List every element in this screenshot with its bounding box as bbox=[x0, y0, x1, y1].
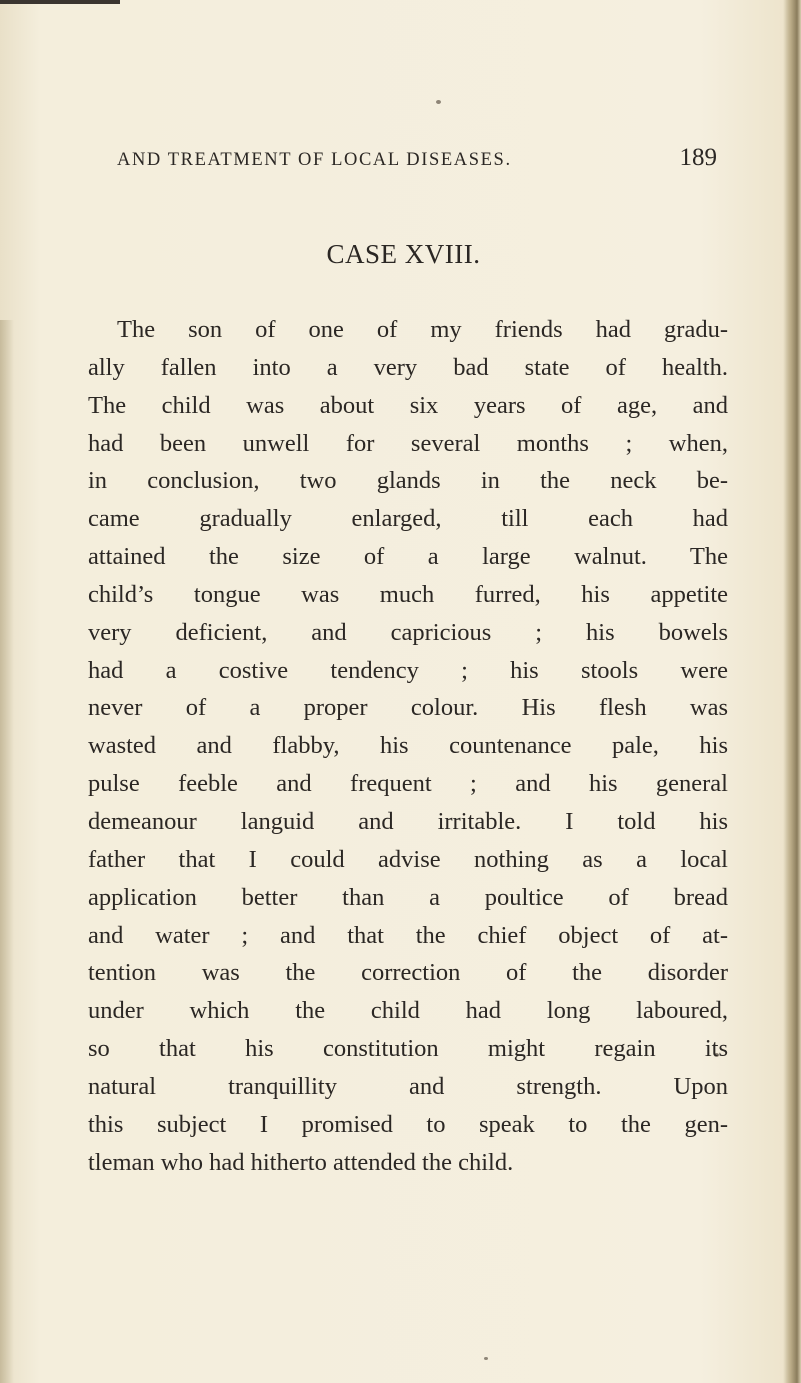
top-edge-rule bbox=[0, 0, 120, 4]
page-binding-edge bbox=[783, 0, 801, 1383]
paragraph-line: The son of one of my friends had gradu- bbox=[117, 316, 728, 343]
page-gutter-shadow bbox=[0, 320, 14, 1383]
paragraph-line: pulse feeble and frequent ; and his general bbox=[88, 770, 728, 798]
paragraph-line: tention was the correction of the disorder bbox=[88, 959, 728, 987]
paragraph-line: under which the child had long laboured, bbox=[88, 997, 728, 1025]
paragraph-line: came gradually enlarged, till each had bbox=[88, 505, 728, 533]
paragraph-line: very deficient, and capricious ; his bowels bbox=[88, 618, 728, 646]
paragraph-line: demeanour languid and irritable. I told his bbox=[88, 807, 728, 835]
page-number: 189 bbox=[679, 144, 717, 171]
paragraph-line: natural tranquillity and strength. Upon bbox=[88, 1072, 728, 1100]
ink-speck bbox=[436, 100, 441, 104]
paragraph-line: in conclusion, two glands in the neck be- bbox=[88, 467, 728, 495]
paragraph-line: had a costive tendency ; his stools were bbox=[88, 656, 728, 684]
paragraph-line: never of a proper colour. His flesh was bbox=[88, 694, 728, 722]
paragraph-line: this subject I promised to speak to the gen- bbox=[88, 1110, 728, 1138]
paragraph-line: wasted and flabby, his countenance pale, his bbox=[88, 732, 728, 760]
paragraph-line: child’s tongue was much furred, his appetite bbox=[88, 580, 728, 608]
paragraph-line: father that I could advise nothing as a local bbox=[88, 845, 728, 873]
body-paragraph bbox=[88, 311, 728, 1181]
paragraph-line: had been unwell for several months ; when, bbox=[88, 429, 728, 457]
running-header bbox=[117, 144, 717, 172]
paragraph-line: application better than a poultice of bread bbox=[88, 883, 728, 911]
paragraph-line: attained the size of a large walnut. The bbox=[88, 543, 728, 571]
running-head-title: AND TREATMENT OF LOCAL DISEASES. bbox=[117, 150, 512, 170]
paragraph-line: tleman who had hitherto attended the child. bbox=[88, 1148, 514, 1176]
case-heading: CASE XVIII. bbox=[326, 239, 481, 269]
paragraph-line: and water ; and that the chief object of at- bbox=[88, 921, 728, 949]
paragraph-line: The child was about six years of age, and bbox=[88, 391, 728, 419]
paragraph-line: ally fallen into a very bad state of health. bbox=[88, 353, 728, 381]
ink-speck bbox=[484, 1357, 488, 1360]
paragraph-line: so that his constitution might regain its bbox=[88, 1035, 728, 1063]
